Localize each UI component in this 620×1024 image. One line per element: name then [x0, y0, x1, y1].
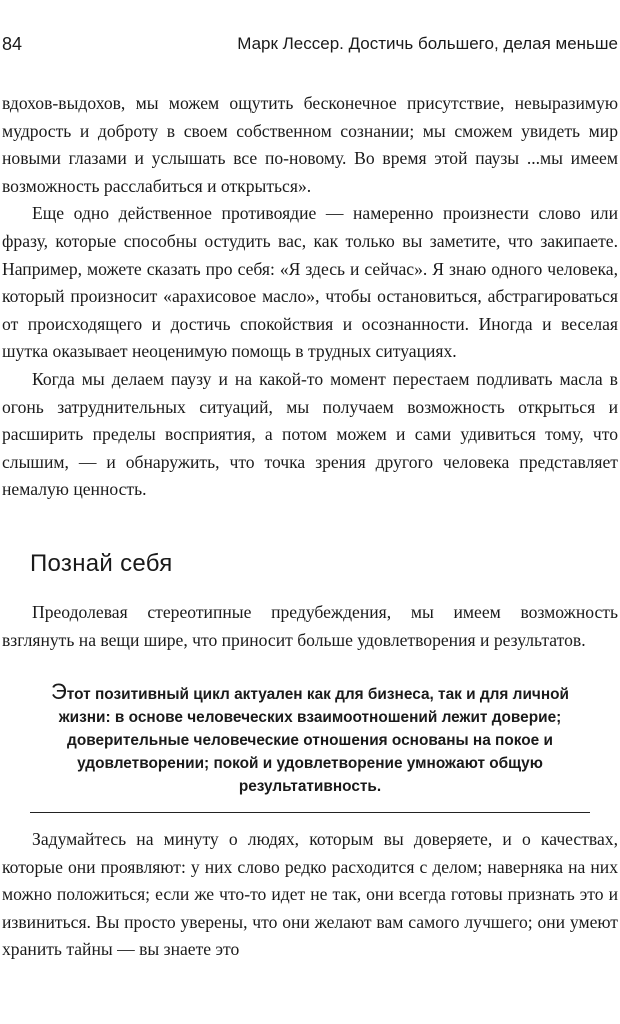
paragraph: вдохов-выдохов, мы можем ощутить бесконечное присутствие, невыразимую мудрость и доброту в своем собственном сознании; мы сможем увидеть мир новыми глазами и услышать все по-новому. Во время этой паузы ...мы имеем возможность расслабиться и открыться».: [2, 93, 618, 196]
paragraph: Еще одно действенное противоядие — намеренно произнести слово или фразу, которые способны остудить вас, как только вы заметите, что закипаете. Например, можете сказать про себя: «Я здесь и сейчас». Я знаю одного человека, который произносит «арахисовое масло», чтобы остановиться, абстрагироваться от происходящего и достичь спокойствия и осознанности. Иногда и веселая шутка оказывает неоценимую помощь в трудных ситуациях.: [2, 203, 618, 362]
callout-text: [30, 680, 590, 798]
paragraph: Когда мы делаем паузу и на какой-то момент перестаем подливать масла в огонь затруднительных ситуаций, мы получаем возможность открыться и расширить пределы восприятия, а потом можем и сами удивиться тому, что слышим, — и обнаружить, что точка зрения другого человека представляет немалую ценность.: [2, 368, 618, 500]
paragraph: Преодолевая стереотипные предубеждения, мы имеем возможность взглянуть на вещи шире, что приносит больше удовлетворения и результатов.: [2, 602, 618, 650]
page-number: 84: [2, 34, 23, 54]
section-heading: Познай себя: [30, 550, 173, 577]
section-intro: [2, 599, 618, 654]
callout-body: тот позитивный цикл актуален как для бизнеса, так и для личной жизни: в основе человеческих взаимоотношений лежит доверие; доверительные человеческие отношения основаны на покое и удовлетворении; покой и удовлетворение умножают общую результативность.: [58, 686, 569, 795]
callout-dropcap: Э: [50, 679, 67, 704]
running-title: Марк Лессер. Достичь большего, делая меньше: [237, 34, 618, 53]
body-text-top: [2, 90, 618, 504]
callout-box: [30, 672, 590, 813]
paragraph: Задумайтесь на минуту о людях, которым вы доверяете, и о качествах, которые они проявляют: у них слово редко расходится с делом; наверняка на них можно положиться; если же что-то идет не так, они всегда готовы признать это и извиниться. Вы просто уверены, что они желают вам самого лучшего; они умеют хранить тайны — вы знаете это: [2, 829, 618, 960]
body-text-bottom: [2, 826, 618, 964]
page-header: [0, 34, 620, 58]
